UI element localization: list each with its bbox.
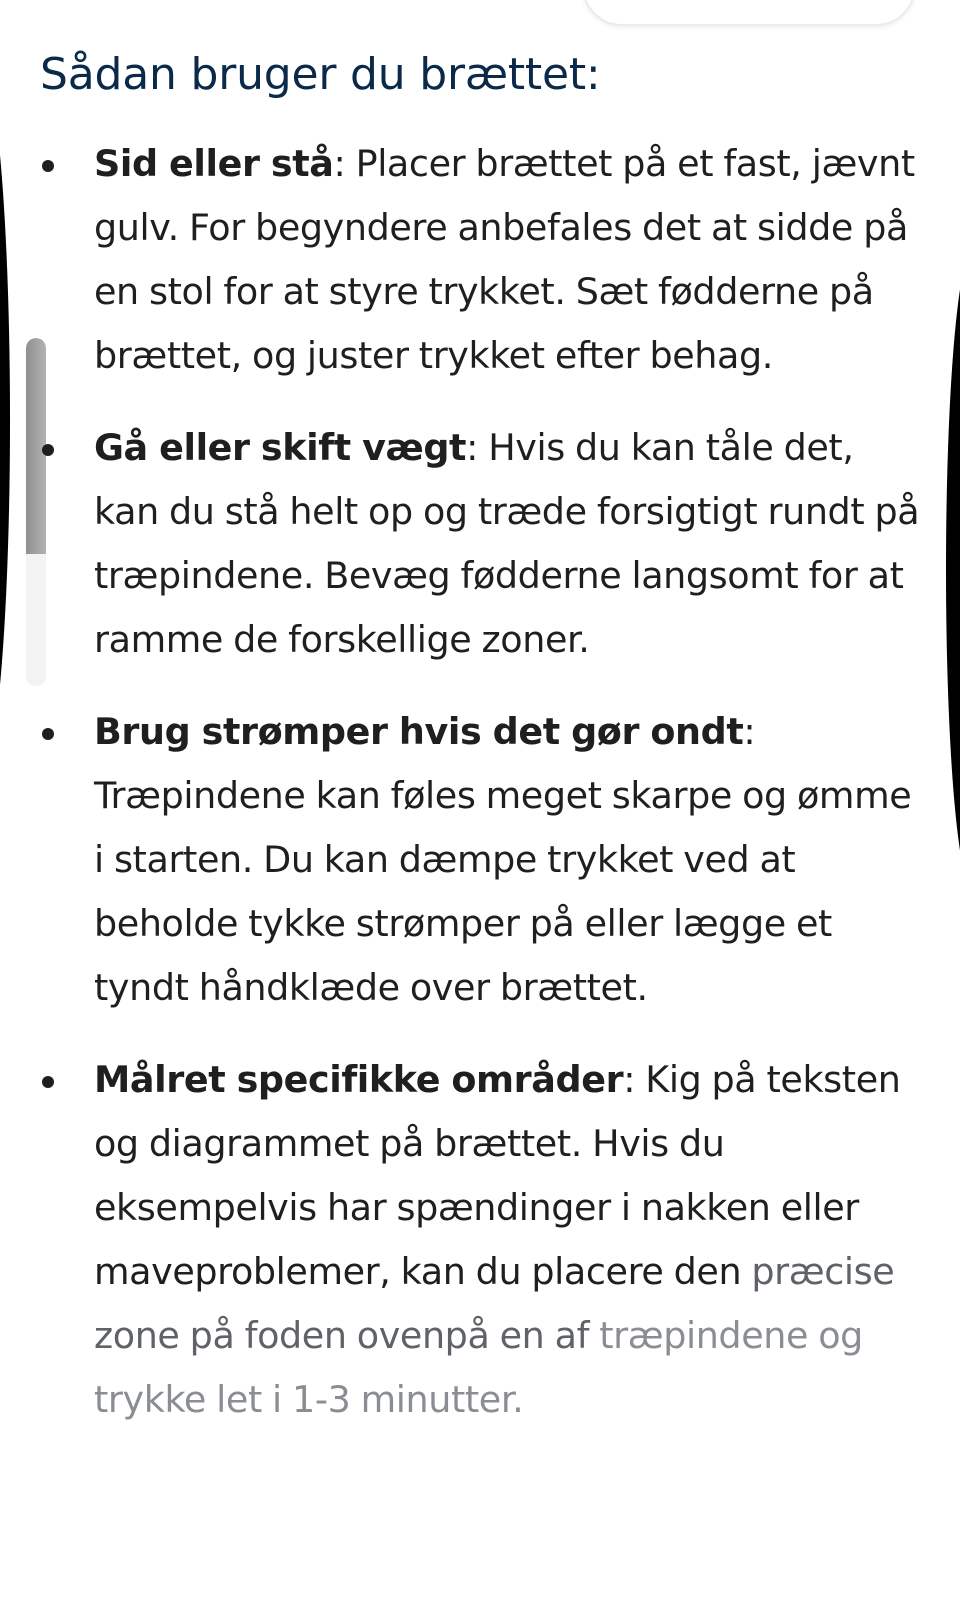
list-item [40,1048,920,1432]
step-text: : Træpindene kan føles meget skarpe og ømme i starten. Du kan dæmpe trykket ved at beholde tykke strømper på eller lægge et tyndt håndklæde over brættet. [94,710,912,1009]
step-text-fading: præcise zone på foden ovenpå en af [94,1250,895,1357]
step-term: Brug strømper hvis det gør ondt [94,710,744,753]
device-edge-right [946,250,960,890]
response-content [40,38,920,1460]
step-term: Målret specifikke områder [94,1058,624,1101]
device-edge-left [0,60,10,780]
bullet-icon [42,444,54,456]
bullet-icon [42,160,54,172]
bullet-icon [42,728,54,740]
section-heading: Sådan bruger du brættet: [40,49,601,100]
list-item [40,416,920,672]
list-item [40,132,920,388]
bullet-icon [42,1076,54,1088]
top-card-fragment[interactable] [582,0,916,26]
step-text: : Hvis du kan tåle det, kan du stå helt op og træde forsigtigt rundt på træpindene. Bevæg fødderne langsomt for at ramme de forskellige zoner. [94,426,920,661]
step-text: : Placer brættet på et fast, jævnt gulv. For begyndere anbefales det at sidde på en stol for at styre trykket. Sæt fødderne på brættet, og juster trykket efter behag. [94,142,915,377]
step-text: : Kig på teksten og diagrammet på brættet. Hvis du eksempelvis har spændinger i nakken eller maveproblemer, kan du placere den [94,1058,901,1293]
step-term: Sid eller stå [94,142,334,185]
step-term: Gå eller skift vægt [94,426,467,469]
steps-list [40,132,920,1432]
step-text-fading-more: træpindene og trykke let i 1-3 minutter. [94,1314,863,1421]
list-item [40,700,920,1020]
